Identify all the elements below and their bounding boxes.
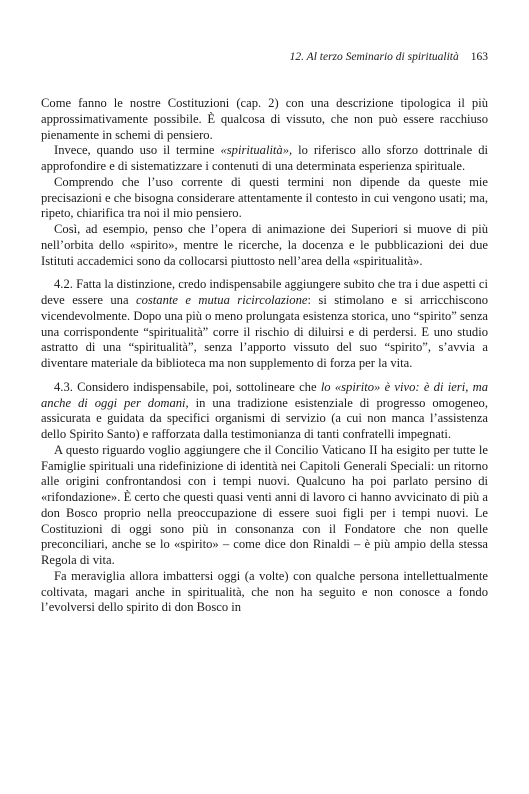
paragraph-5-emphasis: costante e mutua ricircolazione [136, 293, 308, 307]
paragraph-2-emphasis: «spiritualità», [220, 143, 293, 158]
page-number: 163 [470, 51, 488, 63]
paragraph-6-text-b: in una tradizione esistenziale di progresso omogeneo, assicurata e guidata da specifici organismi di servizio (a cui non manca l’assistenza dello Spirito Santo) e rafforzata dalla testimonianza di tanti confratelli impegnati. [41, 395, 488, 441]
body-text [41, 96, 488, 616]
paragraph-6-emphasis: lo «spirito» è vivo: è di ieri, ma anche di oggi per domani, [41, 379, 488, 410]
paragraph-7-text: A questo riguardo voglio aggiungere che il Concilio Vaticano II ha esigito per tutte le Famiglie spirituali una ridefinizione di identità nei Capitoli Generali Speciali: un ritorno alle origini confrontandosi con i tempi nuovi. Qualcuno ha poi parlato persino di «rifondazione». È certo che questi quasi venti anni di lavoro ci hanno avvicinato di più a don Bosco proprio nella preoccupazione di essere suoi figli per i tempi nuovi. Le Costituzioni di oggi sono più in consonanza con il Fondatore che non quelle preconciliari, anche se lo «spirito» – come dice don Rinaldi – è più ampio della stessa Regola di vita. [41, 442, 488, 567]
paragraph-2-text-b: lo riferisco allo sforzo dottrinale di approfondire e di sistematizzare i contenuti di una determinata esperienza spirituale. [41, 143, 488, 173]
paragraph-section-4-3 [41, 380, 488, 443]
running-head [40, 50, 488, 64]
paragraph-1 [41, 96, 488, 143]
paragraph-3 [41, 175, 488, 222]
paragraph-section-4-2 [41, 277, 488, 372]
paragraph-2-text-a: Invece, quando uso il termine [54, 143, 221, 158]
paragraph-7 [41, 443, 488, 569]
paragraph-4 [41, 222, 488, 269]
paragraph-6-text-a: 4.3. Considero indispensabile, poi, sottolineare che [54, 379, 321, 394]
paragraph-5-text-b: : si stimolano e si arricchiscono vicendevolmente. Dopo una più o meno prolungata esistenza storica, uno “spirito” senza una corrispondente “spiritualità” corre il rischio di diluirsi e di perdersi. E uno studio astratto di una “spiritualità”, senza l’apporto vissuto del suo “spirito”, s’avvia a diventare materiale da biblioteca ma non supplemento di forza per la vita. [41, 293, 489, 370]
running-title: 12. Al terzo Seminario di spiritualità [289, 51, 459, 63]
paragraph-8 [41, 569, 488, 616]
paragraph-4-text: Così, ad esempio, penso che l’opera di animazione dei Superiori si muove di più nell’orbita dello «spirito», mentre le ricerche, la docenza e le pubblicazioni dei due Istituti accademici sono da collocarsi piuttosto nell’area della «spiritualità». [41, 222, 488, 268]
paragraph-8-text: Fa meraviglia allora imbattersi oggi (a volte) con qualche persona intellettualmente coltivata, magari anche in spiritualità, che non ha seguito e non conosce a fondo l’evolversi dello spirito di don Bosco in [41, 568, 488, 615]
paragraph-3-text: Comprendo che l’uso corrente di questi termini non dipende da queste mie precisazioni e che bisogna considerare attentamente il contesto in cui vengono usati; ma, ripeto, chiarifica tra noi il mio pensiero. [41, 174, 488, 221]
paragraph-5-text-a: 4.2. Fatta la distinzione, credo indispensabile aggiungere subito che tra i due aspetti ci deve essere una [41, 277, 488, 307]
paragraph-1-text: Come fanno le nostre Costituzioni (cap. 2) con una descrizione tipologica il più approssimativamente possibile. È qualcosa di vissuto, che non può essere racchiuso pienamente in schemi di pensiero. [41, 96, 488, 142]
paragraph-2 [41, 143, 488, 175]
